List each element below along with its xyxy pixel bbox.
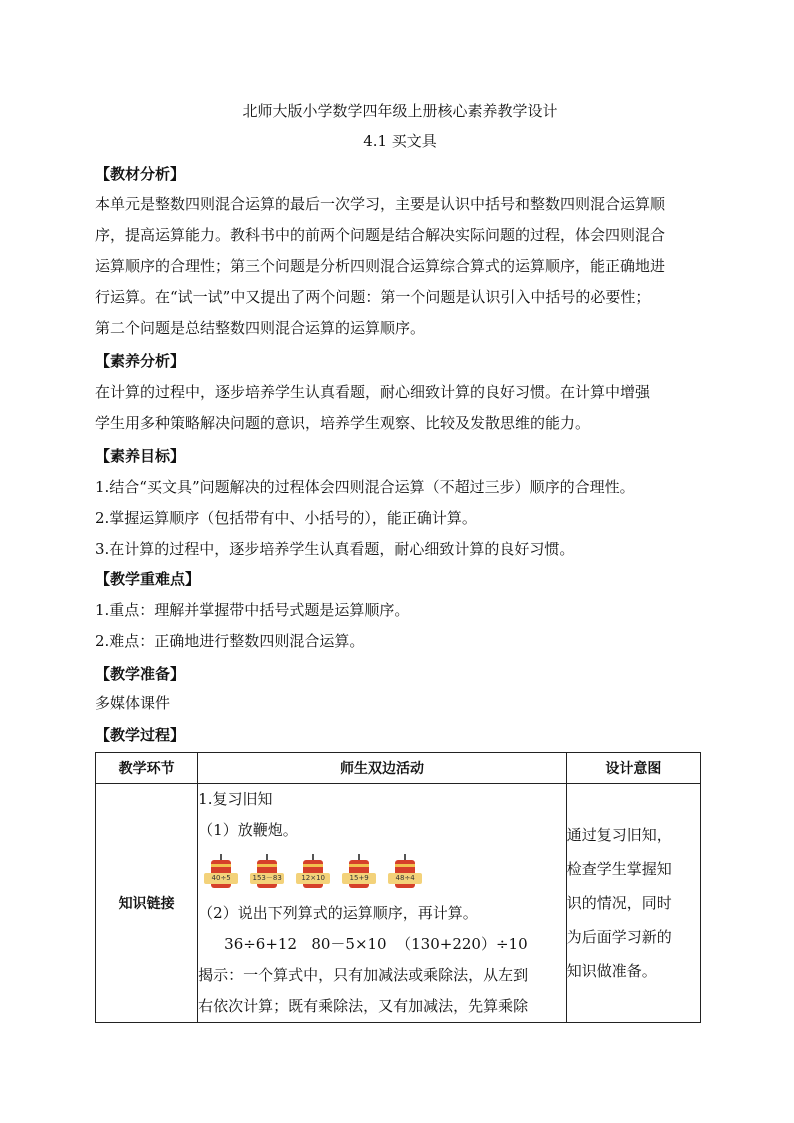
intent-cell <box>566 784 700 1023</box>
activity-line: 揭示：一个算式中，只有加减法或乘除法，从左到 <box>198 966 529 984</box>
intent-line: 检查学生掌握知 <box>566 860 672 878</box>
goal-item: 3.在计算的过程中，逐步培养学生认真看题，耐心细致计算的良好习惯。 <box>95 540 575 558</box>
activity-line: 右依次计算；既有乘除法，又有加减法，先算乘除 <box>198 997 529 1015</box>
text-line: 在计算的过程中，逐步培养学生认真看题，耐心细致计算的良好习惯。在计算中增强 <box>95 383 651 401</box>
text-line: 本单元是整数四则混合运算的最后一次学习，主要是认识中括号和整数四则混合运算顺 <box>95 195 666 213</box>
firecracker <box>250 856 284 890</box>
firecracker <box>204 856 238 890</box>
heading-process: 【教学过程】 <box>95 726 186 744</box>
firecracker-label: 153－83 <box>250 873 284 884</box>
firecracker-label: 48÷4 <box>388 873 422 884</box>
text-line: 第二个问题是总结整数四则混合运算的运算顺序。 <box>95 319 426 337</box>
heading-analysis: 【教材分析】 <box>95 165 186 183</box>
intent-line: 通过复习旧知， <box>566 826 672 844</box>
lesson-title: 4.1 买文具 <box>363 132 437 150</box>
keypoint-item: 2.难点：正确地进行整数四则混合运算。 <box>95 632 365 650</box>
header-activity: 师生双边活动 <box>198 753 567 784</box>
analysis-paragraph <box>95 189 707 344</box>
firecracker-label: 12×10 <box>296 873 330 884</box>
stage-cell: 知识链接 <box>96 784 198 1023</box>
goal-item: 2.掌握运算顺序（包括带有中、小括号的），能正确计算。 <box>95 509 477 527</box>
firecracker-row <box>198 846 566 898</box>
literacy-paragraph <box>95 377 707 439</box>
heading-prep: 【教学准备】 <box>95 665 186 683</box>
firecracker <box>388 856 422 890</box>
table-row <box>96 784 701 1023</box>
activity-line: （1）放鞭炮。 <box>198 821 298 839</box>
firecracker-label: 15+9 <box>342 873 376 884</box>
firecracker <box>296 856 330 890</box>
goal-item: 1.结合“买文具”问题解决的过程体会四则混合运算（不超过三步）顺序的合理性。 <box>95 478 635 496</box>
intent-line: 知识做准备。 <box>566 962 657 980</box>
keypoint-item: 1.重点：理解并掌握带中括号式题是运算顺序。 <box>95 601 410 619</box>
prep-paragraph <box>95 688 707 719</box>
document-title: 北师大版小学数学四年级上册核心素养教学设计 <box>242 102 558 120</box>
text-line: 运算顺序的合理性；第三个问题是分析四则混合运算综合算式的运算顺序，能正确地进 <box>95 257 666 275</box>
process-table <box>95 752 701 1023</box>
header-stage: 教学环节 <box>96 753 198 784</box>
firecracker <box>342 856 376 890</box>
intent-line: 为后面学习新的 <box>566 928 672 946</box>
expression-line: 36÷6+12 80－5×10 （130+220）÷10 <box>224 935 528 953</box>
activity-cell <box>198 784 567 1023</box>
text-line: 学生用多种策略解决问题的意识，培养学生观察、比较及发散思维的能力。 <box>95 414 591 432</box>
text-line: 序，提高运算能力。教科书中的前两个问题是结合解决实际问题的过程，体会四则混合 <box>95 226 666 244</box>
header-intent: 设计意图 <box>566 753 700 784</box>
heading-literacy: 【素养分析】 <box>95 352 186 370</box>
table-header-row <box>96 753 701 784</box>
heading-goals: 【素养目标】 <box>95 447 186 465</box>
activity-line: （2）说出下列算式的运算顺序，再计算。 <box>198 904 478 922</box>
heading-keypoints: 【教学重难点】 <box>95 570 201 588</box>
text-line: 行运算。在“试一试”中又提出了两个问题：第一个问题是认识引入中括号的必要性； <box>95 288 651 306</box>
goals-list <box>95 472 707 565</box>
text-line: 多媒体课件 <box>95 694 171 712</box>
keypoints-list <box>95 595 707 657</box>
firecracker-label: 40÷5 <box>204 873 238 884</box>
intent-line: 识的情况，同时 <box>566 894 672 912</box>
activity-line: 1.复习旧知 <box>198 790 273 808</box>
